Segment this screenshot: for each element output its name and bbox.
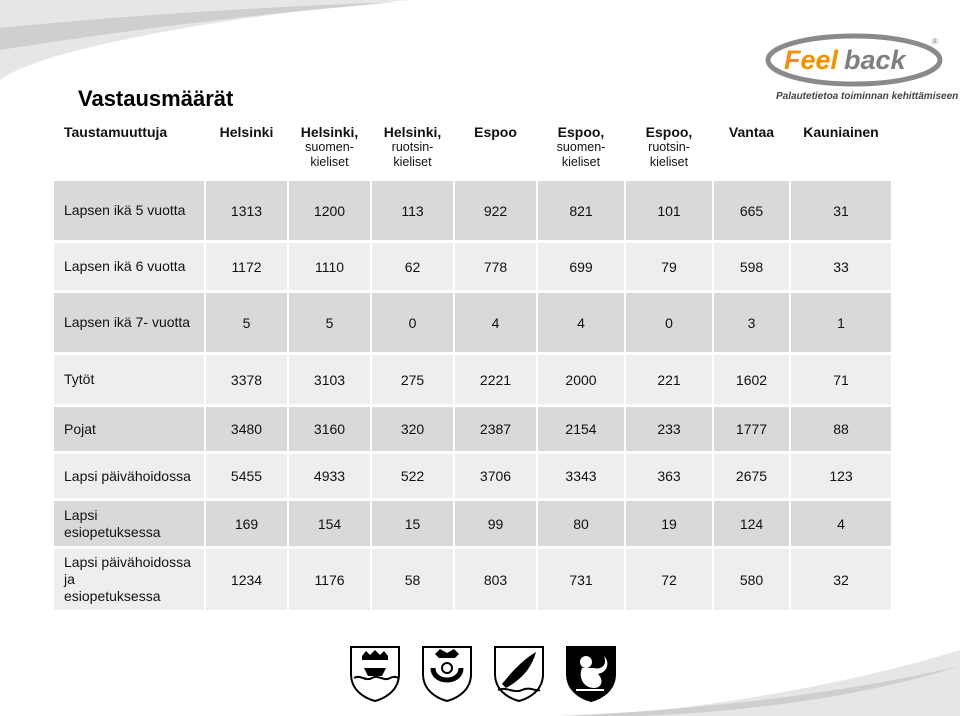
table-cell: 580 <box>713 548 790 612</box>
table-cell: 80 <box>537 500 625 548</box>
table-cell: 3103 <box>288 354 371 406</box>
table-cell: 5 <box>205 292 288 354</box>
table-row <box>54 354 892 406</box>
row-label-cell: Tytöt <box>54 354 205 406</box>
table-cell: 3343 <box>537 453 625 500</box>
table-cell: 233 <box>625 406 713 453</box>
table-cell: 2387 <box>454 406 537 453</box>
table-cell: 275 <box>371 354 454 406</box>
row-label-cell: Pojat <box>54 406 205 453</box>
row-label-cell: Lapsen ikä 6 vuotta <box>54 242 205 292</box>
table-cell: 71 <box>790 354 892 406</box>
table-cell: 3378 <box>205 354 288 406</box>
table-cell: 113 <box>371 180 454 242</box>
table-cell: 0 <box>625 292 713 354</box>
table-cell: 3160 <box>288 406 371 453</box>
table-cell: 3 <box>713 292 790 354</box>
table-cell: 124 <box>713 500 790 548</box>
table-cell: 522 <box>371 453 454 500</box>
table-cell: 221 <box>625 354 713 406</box>
table-cell: 3480 <box>205 406 288 453</box>
table-cell: 2000 <box>537 354 625 406</box>
table-cell: 1200 <box>288 180 371 242</box>
table-header-row <box>54 112 892 180</box>
table-cell: 58 <box>371 548 454 612</box>
column-header: Espoo, suomen- kieliset <box>537 112 625 180</box>
table-cell: 4 <box>454 292 537 354</box>
table-cell: 169 <box>205 500 288 548</box>
table-cell: 101 <box>625 180 713 242</box>
column-header: Helsinki, suomen- kieliset <box>288 112 371 180</box>
table-cell: 821 <box>537 180 625 242</box>
table-cell: 15 <box>371 500 454 548</box>
row-label-cell: Lapsi päivähoidossa ja esiopetuksessa <box>54 548 205 612</box>
table-cell: 32 <box>790 548 892 612</box>
table-row <box>54 500 892 548</box>
table-cell: 2221 <box>454 354 537 406</box>
table-cell: 79 <box>625 242 713 292</box>
table-cell: 1172 <box>205 242 288 292</box>
table-cell: 33 <box>790 242 892 292</box>
table-cell: 699 <box>537 242 625 292</box>
response-count-table <box>54 112 893 613</box>
table-cell: 1777 <box>713 406 790 453</box>
row-label-cell: Lapsi esiopetuksessa <box>54 500 205 548</box>
table-cell: 2675 <box>713 453 790 500</box>
column-subheader: suomen- kieliset <box>556 140 606 169</box>
table-cell: 123 <box>790 453 892 500</box>
table-cell: 4 <box>537 292 625 354</box>
column-header: Taustamuuttuja <box>54 112 205 180</box>
table-row <box>54 292 892 354</box>
column-header: Espoo <box>454 112 537 180</box>
table-cell: 1 <box>790 292 892 354</box>
table-cell: 1110 <box>288 242 371 292</box>
table-cell: 154 <box>288 500 371 548</box>
table-cell: 1234 <box>205 548 288 612</box>
table-cell: 5 <box>288 292 371 354</box>
logo-wordmark-back: back <box>844 45 906 75</box>
table-cell: 0 <box>371 292 454 354</box>
column-subheader: suomen- kieliset <box>305 140 354 169</box>
column-header: Espoo, ruotsin- kieliset <box>625 112 713 180</box>
table-cell: 72 <box>625 548 713 612</box>
table-cell: 778 <box>454 242 537 292</box>
footer-swoosh <box>0 650 960 716</box>
table-row <box>54 406 892 453</box>
column-header: Helsinki, ruotsin- kieliset <box>371 112 454 180</box>
table-cell: 1602 <box>713 354 790 406</box>
table-cell: 731 <box>537 548 625 612</box>
table-cell: 99 <box>454 500 537 548</box>
table-cell: 88 <box>790 406 892 453</box>
column-subheader: ruotsin- kieliset <box>648 140 690 169</box>
column-header: Kauniainen <box>790 112 892 180</box>
table-row <box>54 548 892 612</box>
table-cell: 5455 <box>205 453 288 500</box>
table-cell: 4933 <box>288 453 371 500</box>
page-title: Vastausmäärät <box>78 86 234 111</box>
column-header: Helsinki <box>205 112 288 180</box>
row-label-cell: Lapsi päivähoidossa <box>54 453 205 500</box>
table-cell: 1176 <box>288 548 371 612</box>
column-header: Vantaa <box>713 112 790 180</box>
row-label-cell: Lapsen ikä 5 vuotta <box>54 180 205 242</box>
table-cell: 665 <box>713 180 790 242</box>
logo-tagline: Palautetietoa toiminnan kehittämiseen <box>776 91 959 102</box>
table-cell: 4 <box>790 500 892 548</box>
column-subheader: ruotsin- kieliset <box>391 140 434 169</box>
table-cell: 3706 <box>454 453 537 500</box>
table-row <box>54 242 892 292</box>
table-cell: 2154 <box>537 406 625 453</box>
trademark-symbol: ® <box>932 37 938 46</box>
table-row <box>54 453 892 500</box>
table-row <box>54 180 892 242</box>
logo-wordmark-feel: Feel <box>784 45 839 75</box>
table-cell: 598 <box>713 242 790 292</box>
table-cell: 19 <box>625 500 713 548</box>
table-cell: 922 <box>454 180 537 242</box>
table-cell: 62 <box>371 242 454 292</box>
table-cell: 1313 <box>205 180 288 242</box>
table-cell: 363 <box>625 453 713 500</box>
table-cell: 31 <box>790 180 892 242</box>
row-label-cell: Lapsen ikä 7- vuotta <box>54 292 205 354</box>
feelback-logo <box>764 30 959 106</box>
table-cell: 320 <box>371 406 454 453</box>
table-cell: 803 <box>454 548 537 612</box>
